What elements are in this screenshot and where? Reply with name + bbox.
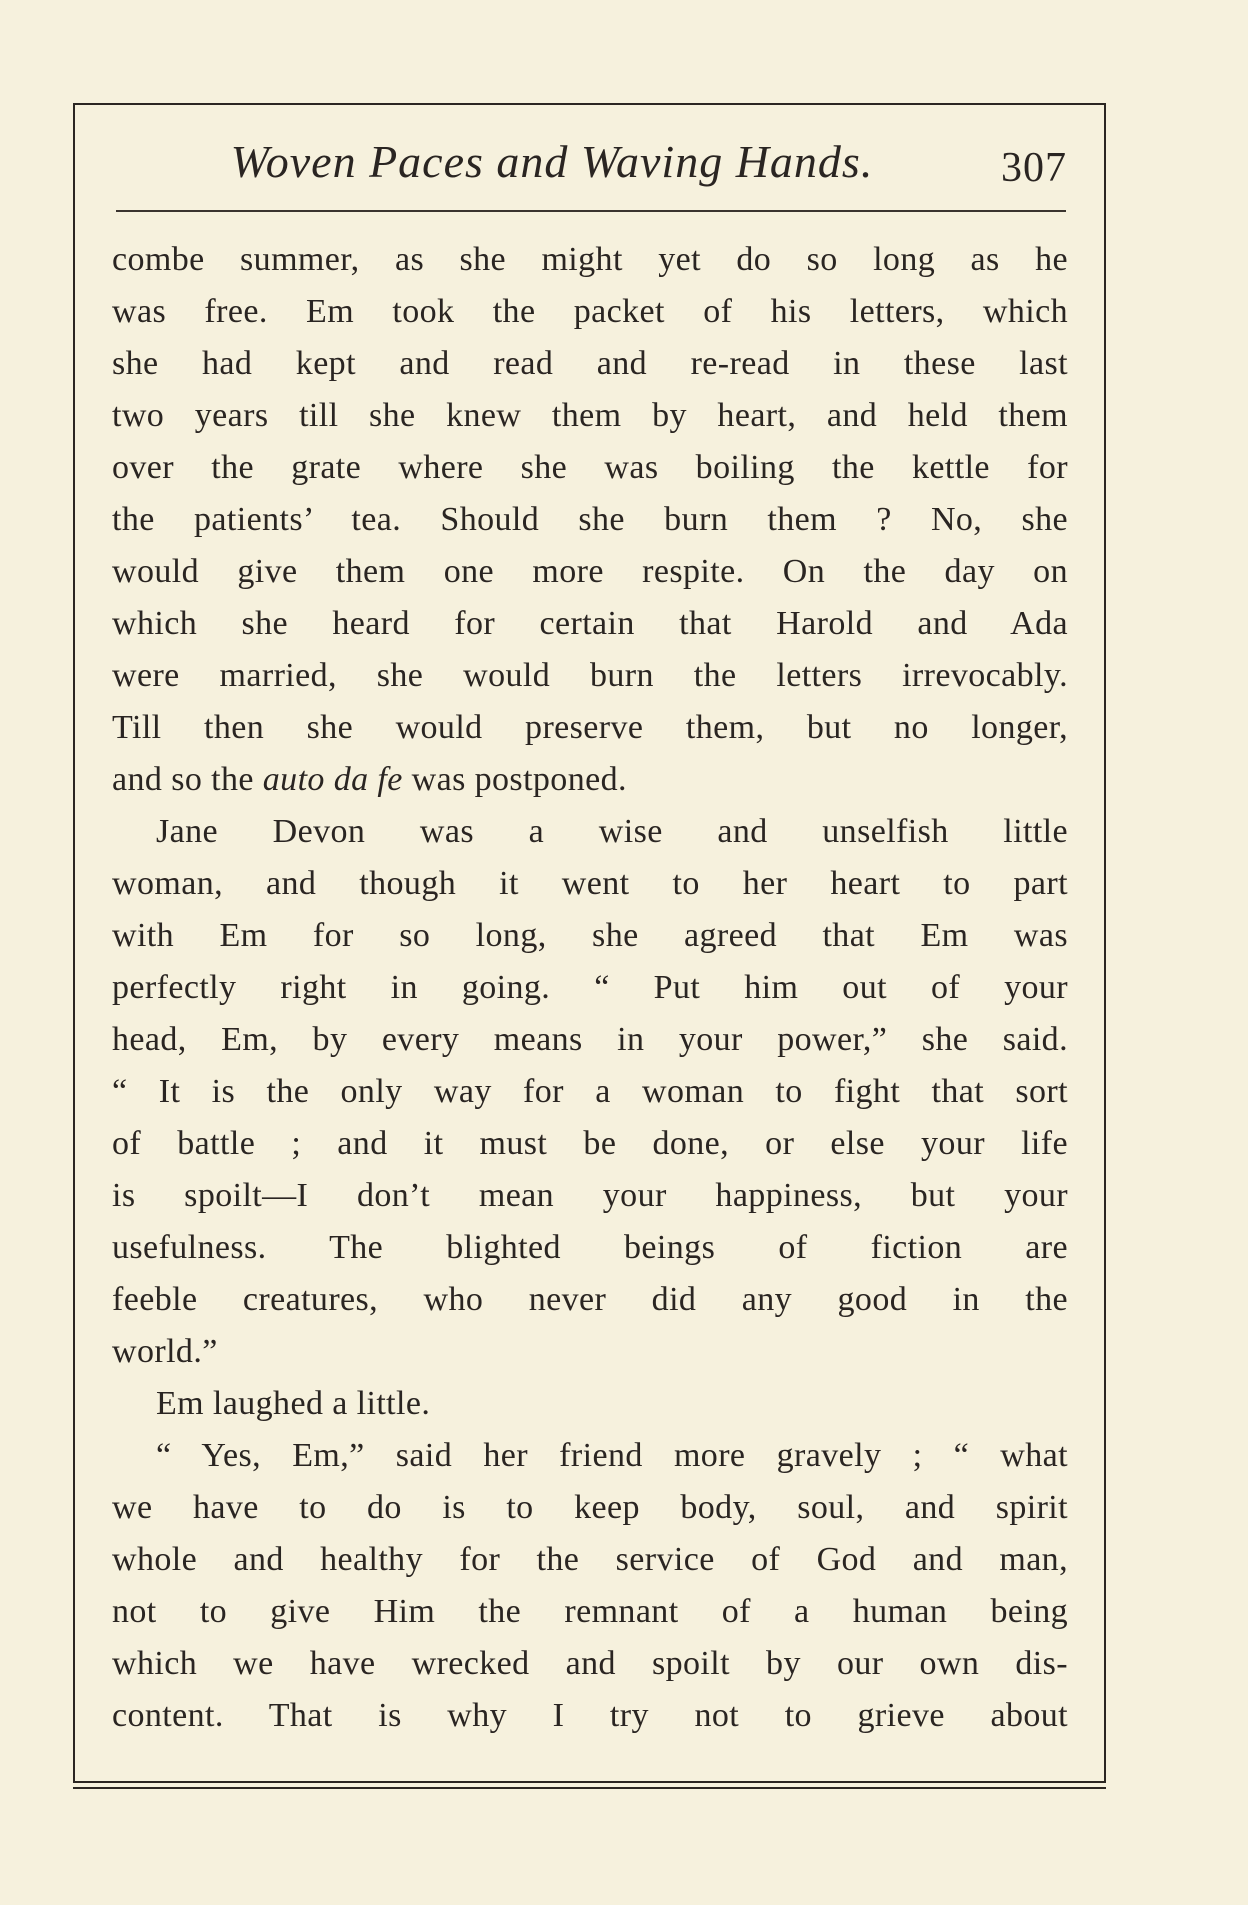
text-line: over the grate where she was boiling the kettle for: [112, 449, 1068, 486]
text-line: two years till she knew them by heart, and held them: [112, 397, 1068, 434]
text-line: of battle ; and it must be done, or else your life: [112, 1125, 1068, 1162]
text-line: combe summer, as she might yet do so long as he: [112, 241, 1068, 278]
text-line: woman, and though it went to her heart to part: [112, 865, 1068, 902]
text-line: “ Yes, Em,” said her friend more gravely ; “ what: [156, 1437, 1068, 1474]
text-line: which we have wrecked and spoilt by our own dis-: [112, 1645, 1068, 1682]
text-line: whole and healthy for the service of God and man,: [112, 1541, 1068, 1578]
running-head: [112, 132, 1067, 192]
text-line: we have to do is to keep body, soul, and spirit: [112, 1489, 1068, 1526]
text-line: feeble creatures, who never did any good in the: [112, 1281, 1068, 1318]
bottom-rule: [73, 1787, 1106, 1789]
text-segment: was postponed.: [411, 761, 627, 798]
text-line: not to give Him the remnant of a human being: [112, 1593, 1068, 1630]
text-line: head, Em, by every means in your power,” she said.: [112, 1021, 1068, 1058]
text-line: [112, 754, 1068, 806]
text-line: world.”: [112, 1333, 218, 1370]
text-line: were married, she would burn the letters irrevocably.: [112, 657, 1068, 694]
text-line: Till then she would preserve them, but no longer,: [112, 709, 1068, 746]
text-segment: and so the: [112, 761, 254, 798]
italic-phrase: auto da fe: [262, 761, 403, 798]
head-rule: [116, 210, 1066, 212]
text-line: usefulness. The blighted beings of fiction are: [112, 1229, 1068, 1266]
text-line: “ It is the only way for a woman to fight that sort: [112, 1073, 1068, 1110]
text-line: Em laughed a little.: [156, 1385, 431, 1422]
text-line: would give them one more respite. On the day on: [112, 553, 1068, 590]
text-line: Jane Devon was a wise and unselfish little: [156, 813, 1068, 850]
text-line: content. That is why I try not to grieve about: [112, 1697, 1068, 1734]
running-title: Woven Paces and Waving Hands.: [230, 136, 874, 187]
text-line: is spoilt—I don’t mean your happiness, but your: [112, 1177, 1068, 1214]
text-line: perfectly right in going. “ Put him out of your: [112, 969, 1068, 1006]
text-line: was free. Em took the packet of his letters, which: [112, 293, 1068, 330]
page-number: 307: [1001, 145, 1067, 191]
text-line: which she heard for certain that Harold and Ada: [112, 605, 1068, 642]
text-line: the patients’ tea. Should she burn them ? No, she: [112, 501, 1068, 538]
body-text: [112, 234, 1068, 1742]
text-line: she had kept and read and re-read in these last: [112, 345, 1068, 382]
text-line: with Em for so long, she agreed that Em was: [112, 917, 1068, 954]
